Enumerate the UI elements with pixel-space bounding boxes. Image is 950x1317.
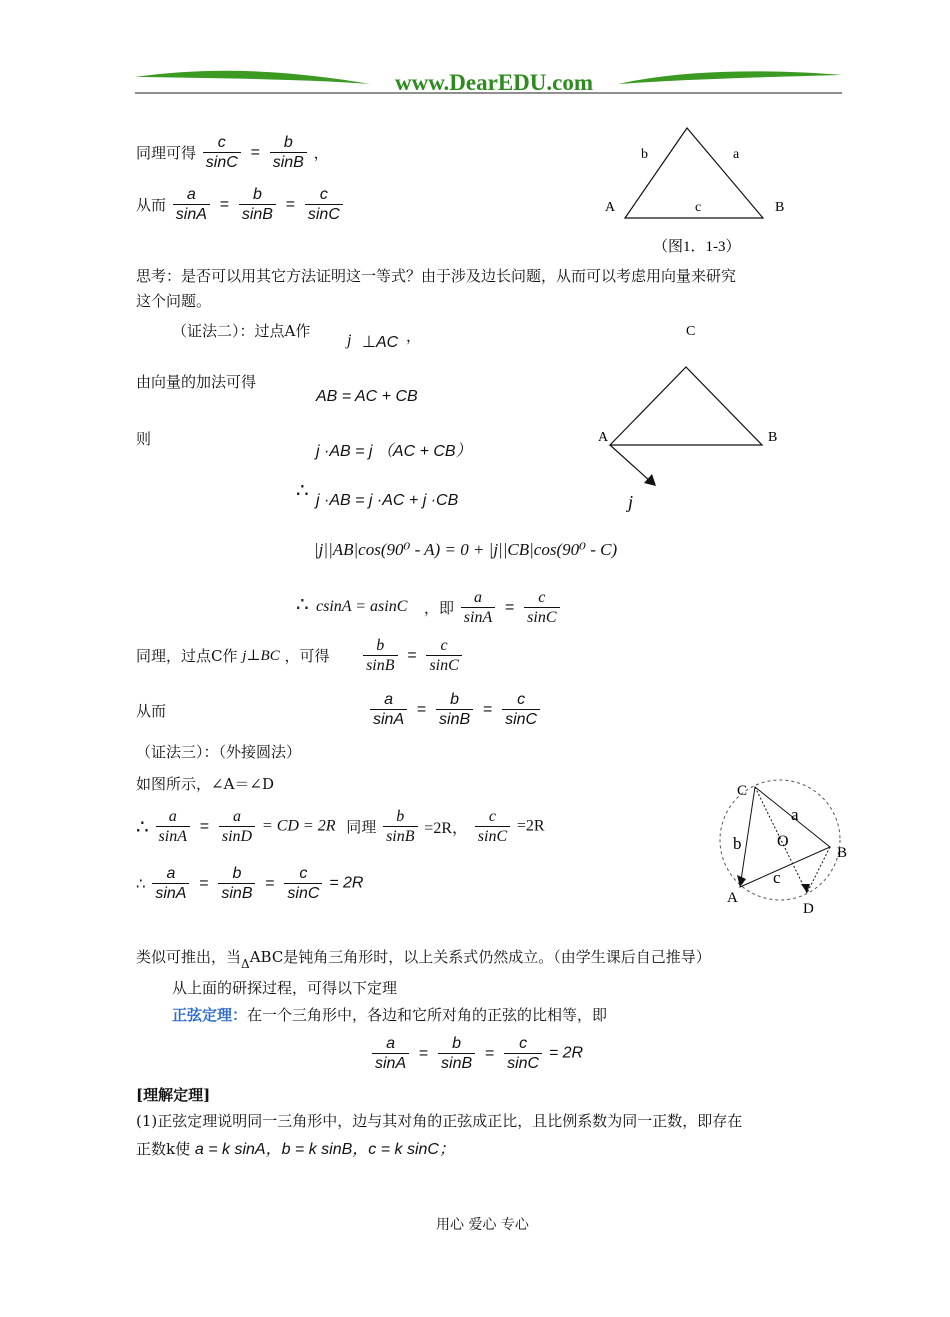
figure-triangle-1 — [595, 120, 805, 260]
therefore-4-line: ∴ $\frac{a}{\sin A}$ = $\frac{b}{\sin B}$ = $\frac{c}{\sin C}$ = 2R — [136, 865, 364, 902]
cos-eq: |j||AB|cos(90⁰ - A) = 0 + |j||CB|cos(90⁰ - C) — [314, 540, 618, 559]
therefore-2: ∴ — [296, 592, 309, 616]
svg-text:c: c — [773, 868, 781, 887]
logo-swoosh-left — [135, 71, 370, 84]
figure-triangle-2 — [590, 315, 790, 515]
point1-line1: (1)正弦定理说明同一三角形中，边与其对角的正弦成正比，且比例系数为同一正数，即存在 — [136, 1112, 743, 1130]
fromthen-eq: $\frac{a}{\sin A}$ = $\frac{b}{\sin B}$ = $\frac{c}{\sin C}$ — [368, 690, 542, 729]
triangle-abc — [625, 128, 763, 218]
understand-title: [理解定理] — [136, 1086, 211, 1104]
footer-text: 用心 爱心 专心 — [436, 1217, 529, 1233]
svg-text:B: B — [768, 430, 778, 445]
therefore-1-eq: j ·AB = j ·AC + j ·CB — [316, 492, 459, 509]
svg-text:A: A — [727, 890, 738, 906]
logo-swoosh-right — [618, 71, 842, 84]
fromthen-label: 从而 — [136, 702, 167, 720]
svg-text:a: a — [733, 147, 740, 162]
proof2-perp: ⊥AC — [362, 334, 399, 351]
vector-add-label: 由向量的加法可得 — [136, 373, 257, 391]
line-thus-ratios: 从而 $\frac{a}{\sin A}$ = $\frac{b}{\sin B}$ = $\frac{c}{\sin C}$ — [136, 185, 345, 224]
svg-text:（图1．1-3）: （图1．1-3） — [653, 239, 741, 255]
proof3-title: （证法三）：（外接圆法） — [136, 743, 302, 761]
point1-line2: 正数k使 a = k sinA，b = k sinB，c = k sinC； — [136, 1140, 455, 1158]
from-above: 从上面的研探过程，可得以下定理 — [172, 979, 398, 997]
as-figure: 如图所示，∠A＝∠D — [136, 775, 274, 793]
svg-text:O: O — [777, 833, 789, 850]
then-label: 则 — [136, 430, 152, 448]
svg-text:a: a — [791, 805, 799, 824]
vector-j-arrowhead — [644, 474, 656, 486]
figure-circumcircle — [715, 775, 855, 920]
triangle-2 — [610, 367, 762, 445]
svg-text:D: D — [803, 901, 814, 917]
svg-text:j: j — [628, 492, 634, 512]
sine-theorem-eq: $\frac{a}{\sin A}$ = $\frac{b}{\sin B}$ = $\frac{c}{\sin C}$ = 2R — [370, 1034, 583, 1073]
svg-text:B: B — [837, 845, 848, 861]
svg-text:A: A — [605, 200, 616, 215]
therefore-1: ∴ — [296, 478, 309, 502]
svg-text:A: A — [598, 430, 609, 445]
line-same-derive: 同理可得 $\frac{c}{\sin C}$ = $\frac{b}{\sin B}$ ， — [136, 134, 329, 171]
svg-text:b: b — [641, 147, 648, 162]
svg-text:C: C — [686, 324, 696, 339]
proof2-title: （证法二）：过点A作 — [172, 322, 311, 340]
think-line-1: 思考：是否可以用其它方法证明这一等式？由于涉及边长问题，从而可以考虑用向量来研究 — [136, 267, 737, 285]
logo-text: www.DearEDU.com — [394, 70, 594, 95]
think-line-2: 这个问题。 — [136, 292, 212, 310]
arrow-d — [801, 884, 810, 893]
proof2-j: j — [347, 332, 352, 349]
header-logo — [130, 60, 850, 100]
svg-text:c: c — [695, 200, 702, 215]
vector-add-eq: AB = AC + CB — [316, 388, 418, 405]
sine-theorem-label: 正弦定理： — [172, 1006, 248, 1024]
svg-text:b: b — [733, 834, 742, 853]
svg-text:B: B — [775, 200, 785, 215]
therefore-3-line: ∴ $\frac{a}{\sin A}$ = $\frac{a}{\sin D}$ = CD = 2R 同理 $\frac{b}{\sin B}$ =2R， $\frac{c}{\sin C}$ =2R — [136, 808, 545, 845]
chord-bd — [807, 847, 830, 893]
analog-line: 类似可推出，当$_\Delta$ABC是钝角三角形时，以上关系式仍然成立。（由学生课后自己推导） — [136, 948, 711, 971]
sine-theorem: 正弦定理：在一个三角形中，各边和它所对角的正弦的比相等，即 — [172, 1006, 608, 1024]
svg-text:C: C — [737, 783, 748, 799]
therefore-2-frac: ，即 $\frac{a}{\sin A}$ = $\frac{c}{\sin C}$ — [424, 588, 562, 627]
therefore-2-eq: csinA = asinC — [316, 598, 408, 615]
line-through-c: 同理，过点C作 j⊥BC ，可得 $\frac{b}{\sin B}$ = $\frac{c}{\sin C}$ — [136, 636, 464, 675]
vector-j-line — [610, 445, 650, 481]
then-eq: j ·AB = j （AC + CB） — [316, 443, 472, 460]
proof2-comma: ， — [406, 327, 422, 345]
